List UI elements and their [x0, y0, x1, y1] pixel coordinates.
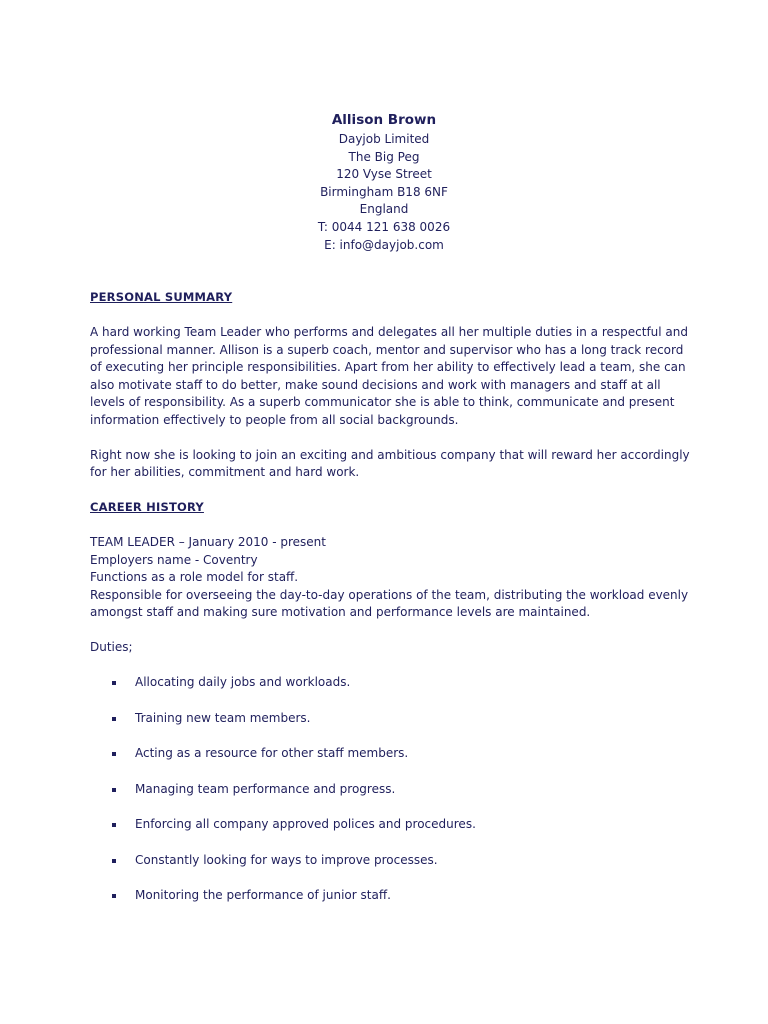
bullet-icon — [112, 894, 116, 898]
address-country: England — [359, 202, 409, 217]
address-city: Birmingham B18 6NF — [320, 184, 448, 199]
bullet-icon — [112, 788, 116, 792]
bullet-icon — [112, 859, 116, 863]
duty-text: Managing team performance and progress. — [135, 781, 396, 796]
list-item — [90, 745, 690, 763]
summary-paragraph-1: A hard working Team Leader who performs and delegates all her multiple duties in a respectful and professional manner. Allison is a superb coach, mentor and supervisor who has a long track record of executing her principle responsibilities. Apart from her ability to effectively lead a team, she can also motivate staff to do better, make sound decisions and work with managers and staff at all levels of responsibility. As a superb communicator she is able to think, communicate and present information effectively to people from all social backgrounds. — [90, 325, 689, 427]
duty-text: Training new team members. — [135, 710, 311, 725]
list-item — [90, 674, 690, 692]
list-item — [90, 852, 690, 870]
duty-text: Monitoring the performance of junior staff. — [135, 888, 391, 902]
role-line: Functions as a role model for staff. — [90, 570, 299, 584]
duties-label: Duties; — [90, 640, 133, 654]
duties-list — [90, 674, 690, 905]
bullet-icon — [112, 752, 116, 756]
job-title: TEAM LEADER – January 2010 - present — [90, 535, 326, 549]
responsibility-paragraph: Responsible for overseeing the day-to-day operations of the team, distributing the workload evenly amongst staff and making sure motivation and performance levels are maintained. — [90, 587, 689, 619]
email-address: E: info@dayjob.com — [324, 237, 444, 252]
contact-block — [0, 110, 768, 254]
phone-number: T: 0044 121 638 0026 — [317, 219, 451, 234]
summary-paragraph-2: Right now she is looking to join an exciting and ambitious company that will reward her accordingly for her abilities, commitment and hard work. — [90, 447, 690, 479]
company-name: Dayjob Limited — [338, 132, 430, 146]
list-item — [90, 781, 690, 799]
personal-summary-heading: PERSONAL SUMMARY — [90, 290, 233, 304]
bullet-icon — [112, 823, 116, 827]
bullet-icon — [112, 717, 116, 721]
list-item — [90, 887, 690, 905]
bullet-icon — [112, 681, 116, 685]
list-item — [90, 816, 690, 834]
list-item — [90, 710, 690, 728]
address-building: The Big Peg — [348, 149, 420, 164]
career-history-heading: CAREER HISTORY — [90, 500, 204, 514]
duty-text: Enforcing all company approved polices and procedures. — [135, 817, 476, 831]
address-street: 120 Vyse Street — [336, 167, 432, 182]
employer-line: Employers name - Coventry — [90, 552, 258, 567]
candidate-name: Allison Brown — [331, 112, 437, 128]
duty-text: Acting as a resource for other staff members. — [135, 746, 409, 760]
duty-text: Allocating daily jobs and workloads. — [135, 675, 351, 689]
duty-text: Constantly looking for ways to improve processes. — [135, 852, 438, 867]
cv-body — [90, 289, 690, 923]
